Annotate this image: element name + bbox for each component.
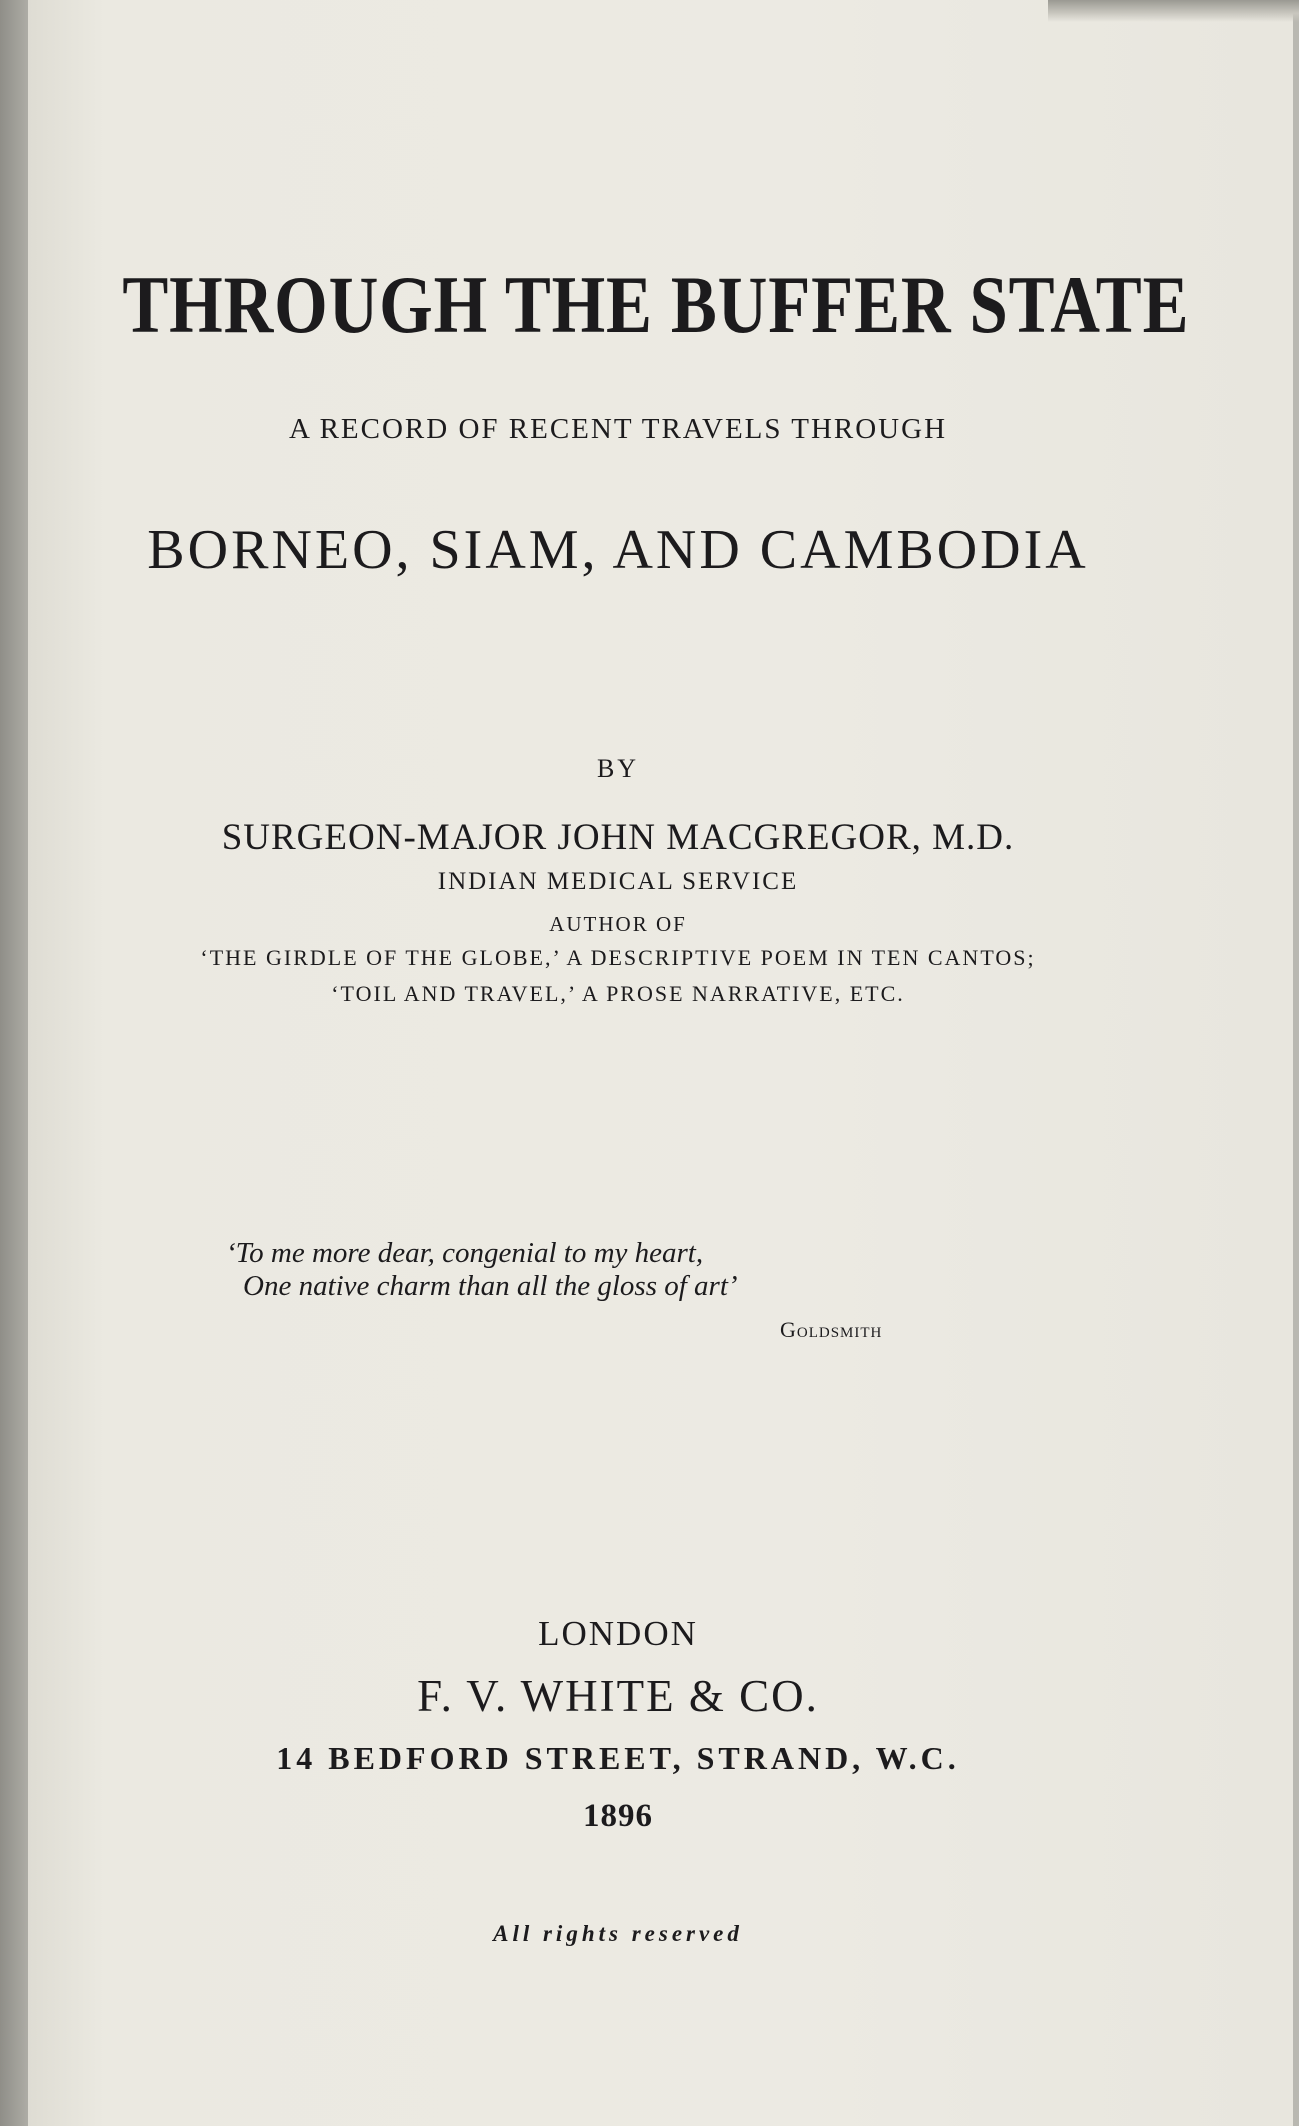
rights-notice: All rights reserved	[493, 1921, 743, 1946]
imprint-address: 14 BEDFORD STREET, STRAND, W.C.	[276, 1740, 960, 1776]
epigraph-attribution	[780, 1317, 882, 1343]
page-top-edge	[1048, 0, 1299, 22]
by-label: BY	[596, 754, 640, 783]
epigraph-line-1: ‘To me more dear, congenial to my heart,	[226, 1237, 704, 1269]
book-places: BORNEO, SIAM, AND CAMBODIA	[147, 519, 1089, 581]
imprint-city: LONDON	[538, 1614, 698, 1653]
imprint-year: 1896	[583, 1798, 653, 1834]
epigraph-attribution-text: Goldsmith	[780, 1317, 883, 1342]
book-title: THROUGH THE BUFFER STATE	[122, 259, 1190, 350]
previous-works-line-2: ‘TOIL AND TRAVEL,’ A PROSE NARRATIVE, ETC.	[331, 981, 905, 1006]
author-of-label: AUTHOR OF	[549, 912, 687, 936]
book-subtitle: A RECORD OF RECENT TRAVELS THROUGH	[288, 413, 948, 445]
author-name: SURGEON-MAJOR JOHN MACGREGOR, M.D.	[221, 817, 1015, 858]
epigraph-line-2: One native charm than all the gloss of art’	[243, 1270, 738, 1302]
imprint-publisher: F. V. WHITE & CO.	[417, 1671, 819, 1721]
previous-works-line-1: ‘THE GIRDLE OF THE GLOBE,’ A DESCRIPTIVE POEM IN TEN CANTOS;	[200, 945, 1036, 970]
title-page	[28, 0, 1293, 2126]
author-service: INDIAN MEDICAL SERVICE	[437, 868, 799, 895]
